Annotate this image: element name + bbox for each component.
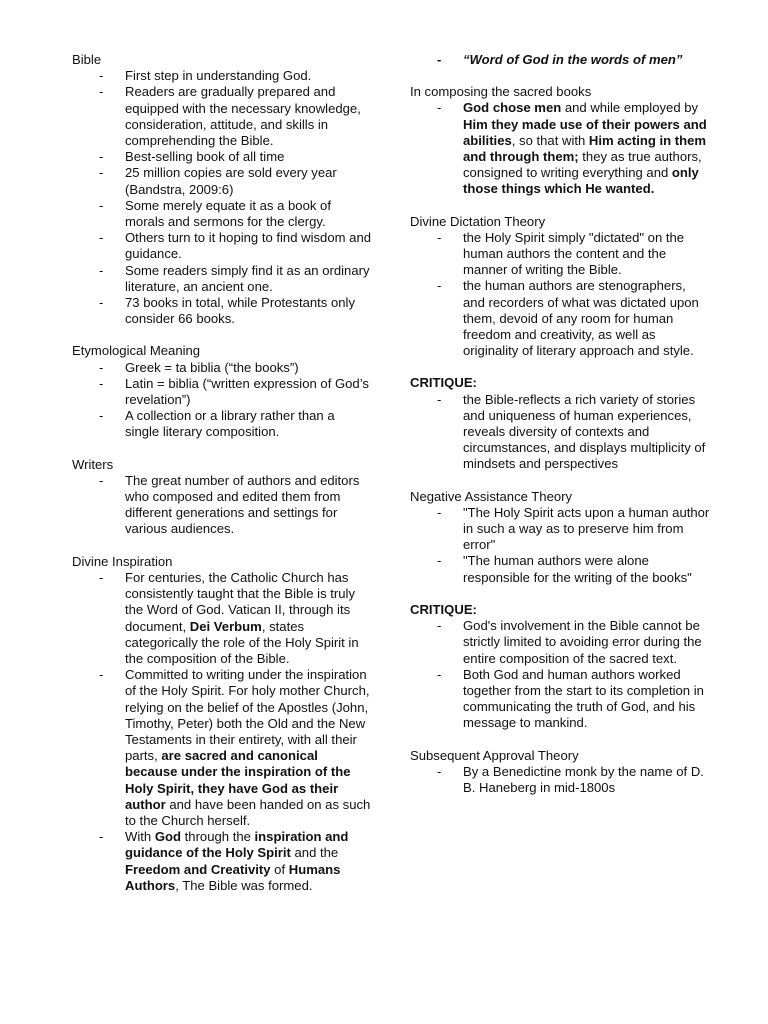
bullet-list (410, 52, 710, 68)
bullet-list (72, 360, 372, 441)
list-item (72, 829, 372, 894)
section-critique-1 (410, 375, 710, 472)
text-run: , The Bible was formed. (175, 877, 313, 893)
text-run: For centuries, the Catholic Church has consistently taught that the Bible is truly the Word of God. Vatican II, through its document, (125, 569, 355, 634)
list-item (72, 667, 372, 829)
list-item (410, 100, 710, 197)
section-heading: Writers (72, 456, 114, 472)
bullet-list (410, 100, 710, 197)
text-run: and have been handed on as such to the Church herself. (125, 796, 371, 828)
text-run: of (270, 861, 289, 877)
section-divine-inspiration (72, 554, 372, 894)
text-run-bold: are sacred and canonical because under the inspiration of the Holy Spirit, they have God as their author (125, 748, 351, 812)
text-run-bold: Humans Authors (125, 861, 341, 893)
section-word-of-god (410, 52, 710, 68)
section-heading: Negative Assistance Theory (410, 488, 573, 504)
list-item: - God's involvement in the Bible cannot be strictly limited to avoiding error during the entire composition of the sacred text. (410, 618, 710, 667)
list-item: - By a Benedictine monk by the name of D. B. Haneberg in mid-1800s (410, 764, 710, 796)
section-heading: CRITIQUE: (410, 601, 477, 617)
section-heading: In composing the sacred books (410, 84, 592, 100)
right-column (410, 52, 710, 812)
section-heading: Divine Inspiration (72, 553, 173, 569)
text-run-bold: Him acting in them and through them; (463, 132, 707, 165)
list-item: - the Bible-reflects a rich variety of stories and uniqueness of human experiences, reveals diversity of contexts and circumstances, and displays multiplicity of mindsets and perspectives (410, 392, 710, 473)
text-run: Committed to writing under the inspiration of the Holy Spirit. For holy mother Church, relying on the belief of the Apostles (John, Timothy, Peter) both the Old and the New Testaments in their entirety, with all their parts, (125, 667, 370, 764)
text-run-bold: God (154, 829, 182, 845)
text-run: , so that with (511, 132, 589, 148)
bullet-list (410, 392, 710, 473)
section-negative-assistance (410, 489, 710, 586)
bullet-list (410, 230, 710, 360)
section-critique-2 (410, 602, 710, 732)
list-item: - the Holy Spirit simply "dictated" on the human authors the content and the manner of writing the Bible. (410, 230, 710, 279)
list-item: - Readers are gradually prepared and equipped with the necessary knowledge, consideration, attitude, and skills in comprehending the Bible. (72, 84, 372, 149)
list-item (72, 570, 372, 667)
section-heading: Divine Dictation Theory (410, 213, 546, 229)
list-item: - Best-selling book of all time (72, 149, 372, 165)
section-composing (410, 84, 710, 197)
section-heading: Etymological Meaning (72, 343, 201, 359)
list-item: - Both God and human authors worked together from the start to its completion in communicating the truth of God, and his message to mankind. (410, 667, 710, 732)
text-run-bold: Dei Verbum (189, 618, 262, 634)
text-run-bold: God chose men (463, 100, 562, 116)
section-bible (72, 52, 372, 327)
list-item: - Others turn to it hoping to find wisdom and guidance. (72, 230, 372, 262)
left-column (72, 52, 372, 910)
bullet-list (410, 618, 710, 731)
bullet-list (410, 764, 710, 796)
list-item: - the human authors are stenographers, and recorders of what was dictated upon them, devoid of any room for human freedom and creativity, as well as originality of literary approach and style. (410, 278, 710, 359)
section-subsequent-approval (410, 748, 710, 797)
section-etymology (72, 343, 372, 440)
text-run-bold: Him they made use of their powers and abilities (463, 116, 707, 148)
section-heading: CRITIQUE: (410, 375, 477, 391)
list-item-quote: - “Word of God in the words of men” (410, 52, 710, 68)
text-run: through the (181, 829, 255, 845)
list-item: - Some merely equate it as a book of morals and sermons for the clergy. (72, 198, 372, 230)
text-run: , states categorically the role of the Holy Spirit in the composition of the Bible. (125, 618, 359, 666)
text-run: and while employed by (561, 100, 699, 116)
list-item: - "The Holy Spirit acts upon a human author in such a way as to preserve him from error" (410, 505, 710, 554)
text-run-bold: only those things which He wanted. (463, 165, 699, 197)
text-run-bold: Freedom and Creativity (125, 861, 271, 877)
bullet-list (410, 505, 710, 586)
text-run: and the (290, 845, 339, 861)
list-item: - Some readers simply find it as an ordinary literature, an ancient one. (72, 263, 372, 295)
list-item: - A collection or a library rather than a single literary composition. (72, 408, 372, 440)
list-item: - Latin = biblia (“written expression of God’s revelation”) (72, 376, 372, 408)
bullet-list (72, 473, 372, 538)
list-item: - 25 million copies are sold every year (Bandstra, 2009:6) (72, 165, 372, 197)
section-dictation-theory (410, 214, 710, 360)
text-run-bold: inspiration and guidance of the Holy Spirit (125, 829, 349, 861)
bullet-list (72, 570, 372, 894)
section-heading: Bible (72, 52, 102, 67)
section-writers (72, 457, 372, 538)
bullet-list (72, 68, 372, 327)
list-item: - Greek = ta biblia (“the books”) (72, 360, 372, 376)
list-item: - 73 books in total, while Protestants only consider 66 books. (72, 295, 372, 327)
list-item: - "The human authors were alone responsible for the writing of the books" (410, 553, 710, 585)
list-item: - The great number of authors and editors who composed and edited them from different generations and settings for various audiences. (72, 473, 372, 538)
list-item: - First step in understanding God. (72, 68, 372, 84)
section-heading: Subsequent Approval Theory (410, 747, 579, 763)
text-run: With (125, 829, 155, 845)
text-run: they as true authors, consigned to writing everything and (463, 149, 702, 181)
